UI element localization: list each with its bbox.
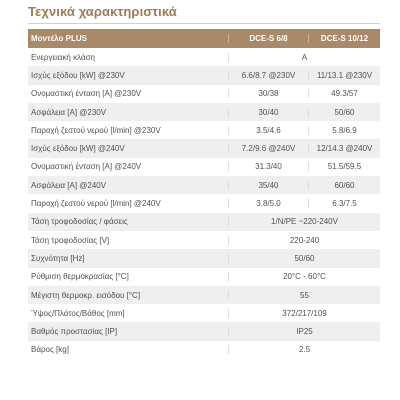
table-row [28,304,380,322]
table-row [28,194,380,212]
table-row [28,213,380,231]
row-label: Ύψος/Πλάτος/Βάθος [mm] [31,308,125,318]
row-value-dce-s-6-8: 7.2/9.6 @240V [228,144,308,153]
table-row [28,121,380,139]
row-value-shared: 55 [228,291,380,300]
row-value-shared: 50/60 [228,254,380,263]
row-value-dce-s-6-8: 30/38 [228,89,308,98]
header-dce-s-6-8: DCE-S 6/8 [228,34,308,43]
table-row [28,103,380,121]
row-label: Ασφάλεια [A] @240V [31,180,107,190]
row-value-dce-s-6-8: 3.5/4.6 [228,126,308,135]
row-label: Ασφάλεια [A] @230V [31,107,107,117]
row-value-shared: 220-240 [228,236,380,245]
row-value-dce-s-10-12: 51.5/59.5 [308,162,380,171]
row-value-dce-s-10-12: 5.8/6.9 [308,126,380,135]
row-value-shared: A [228,53,380,62]
table-row [28,66,380,84]
row-value-dce-s-10-12: 12/14.3 @240V [308,144,380,153]
row-value-dce-s-10-12: 11/13.1 @230V [308,71,380,80]
row-value-dce-s-6-8: 3.8/5.0 [228,199,308,208]
row-value-dce-s-10-12: 60/60 [308,181,380,190]
table-row [28,268,380,286]
table-header-row [28,29,380,48]
row-label: Βαθμός προστασίας [IP] [31,327,118,337]
table-row [28,48,380,66]
table-row [28,158,380,176]
row-value-dce-s-10-12: 50/60 [308,108,380,117]
row-value-dce-s-10-12: 6.3/7.5 [308,199,380,208]
row-value-shared: 2.5 [228,345,380,354]
row-value-dce-s-6-8: 6.6/8.7 @230V [228,71,308,80]
row-value-shared: 1/N/PE ~220-240V [228,217,380,226]
table-row [28,341,380,359]
row-value-dce-s-10-12: 49.3/57 [308,89,380,98]
row-label: Ρύθμιση θερμοκρασίας [°C] [31,272,129,282]
table-row [28,85,380,103]
row-value-shared: 20°C - 60°C [228,272,380,281]
table-row [28,231,380,249]
row-label: Ισχύς εξόδου [kW] @230V [31,70,125,80]
row-label: Ονομαστική ένταση [A] @230V [31,89,142,99]
row-label: Συχνότητα [Hz] [31,253,85,263]
title-divider [28,23,380,24]
row-label: Ενεργειακή κλάση [31,52,95,62]
table-row [28,139,380,157]
row-value-dce-s-6-8: 35/40 [228,181,308,190]
row-label: Μέγιστη θερμοκρ. εισόδου [°C] [31,290,141,300]
row-label: Βάρος [kg] [31,345,69,355]
row-label: Παροχή ζεστού νερού [l/min] @240V [31,199,161,209]
header-dce-s-10-12: DCE-S 10/12 [308,34,380,43]
row-label: Τάση τροφοδοσίας / φάσεις [31,217,128,227]
row-label: Ισχύς εξόδου [kW] @240V [31,144,125,154]
row-value-shared: 372/217/109 [228,309,380,318]
row-value-dce-s-6-8: 31.3/40 [228,162,308,171]
section-title: Τεχνικά χαρακτηριστικά [28,4,177,19]
table-row [28,322,380,340]
row-value-shared: IP25 [228,327,380,336]
table-row [28,176,380,194]
row-label: Παροχή ζεστού νερού [l/min] @230V [31,125,161,135]
specifications-table [28,29,380,359]
table-row [28,286,380,304]
header-model: Μοντέλο PLUS [31,34,87,43]
table-row [28,249,380,267]
row-value-dce-s-6-8: 30/40 [228,108,308,117]
row-label: Ονομαστική ένταση [A] @240V [31,162,142,172]
row-label: Τάση τροφοδοσίας [V] [31,235,110,245]
